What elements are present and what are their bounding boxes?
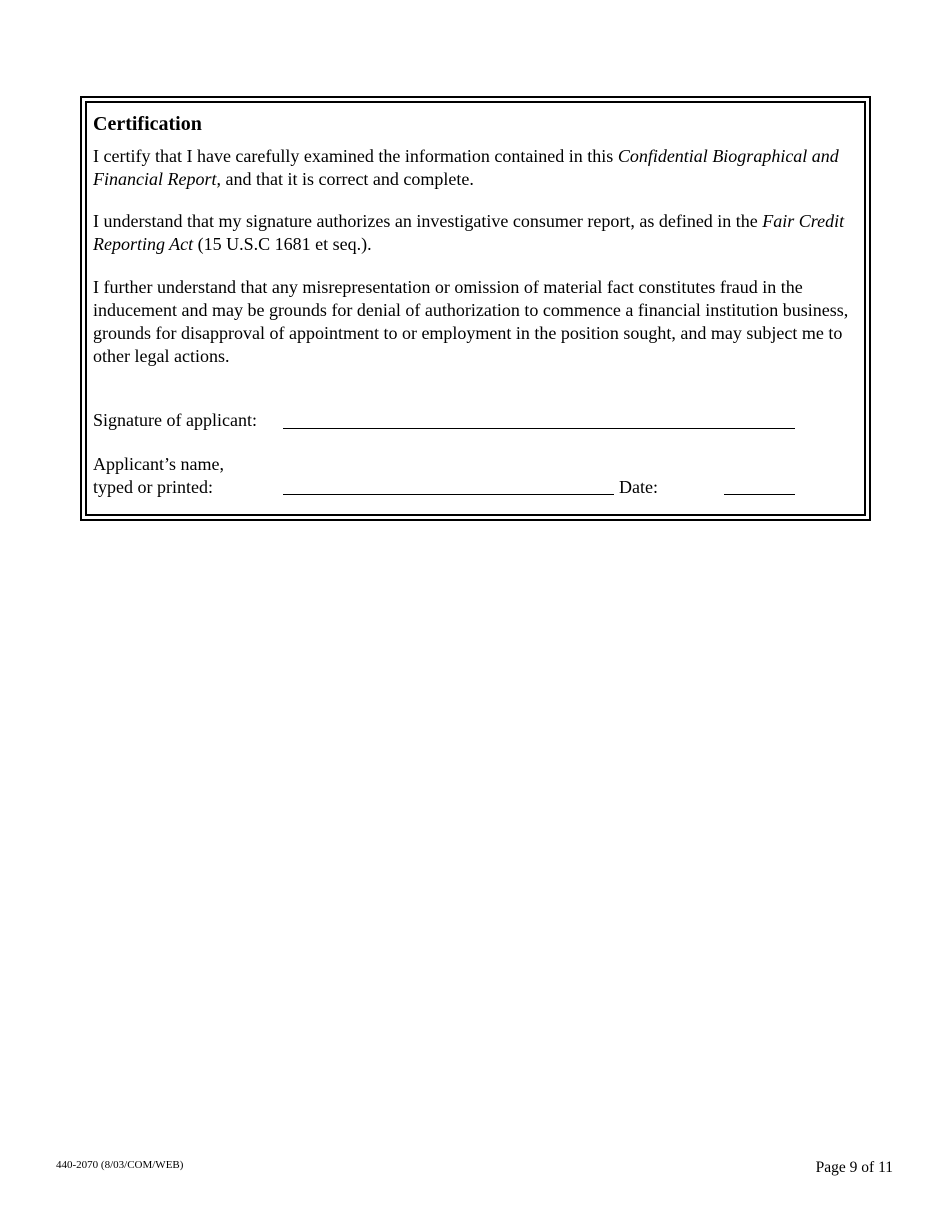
- certify-text-start: I certify that I have carefully examined the information contained in this: [93, 146, 618, 166]
- page-number: Page 9 of 11: [815, 1159, 893, 1176]
- applicant-name-label-line2: typed or printed:: [93, 477, 213, 497]
- authorization-text-start: I understand that my signature authorizes an investigative consumer report, as defined in the: [93, 211, 763, 231]
- date-field[interactable]: [724, 494, 795, 495]
- certify-text-end: , and that it is correct and complete.: [216, 169, 474, 189]
- act-title: Fair Credit Reporting Act: [93, 211, 845, 254]
- authorization-text-end: (15 U.S.C 1681 et seq.).: [193, 234, 372, 254]
- applicant-name-field[interactable]: [283, 494, 614, 495]
- authorization-paragraph: [93, 210, 863, 256]
- signature-label: Signature of applicant:: [93, 410, 257, 430]
- certify-paragraph: [93, 145, 863, 191]
- form-id: 440-2070 (8/03/COM/WEB): [56, 1159, 184, 1171]
- misrepresentation-paragraph: I further understand that any misrepresentation or omission of material fact constitutes fraud in the inducement and may be grounds for denial of authorization to commence a financial institution business, grounds for disapproval of appointment to or employment in the position sought, and may subject me to other legal actions.: [93, 277, 849, 366]
- signature-field[interactable]: [283, 428, 795, 429]
- certification-heading: Certification: [93, 113, 202, 135]
- applicant-name-label-line1: Applicant’s name,: [93, 454, 224, 474]
- date-label: Date:: [619, 477, 658, 497]
- report-title: Confidential Biographical and Financial Report: [93, 146, 839, 189]
